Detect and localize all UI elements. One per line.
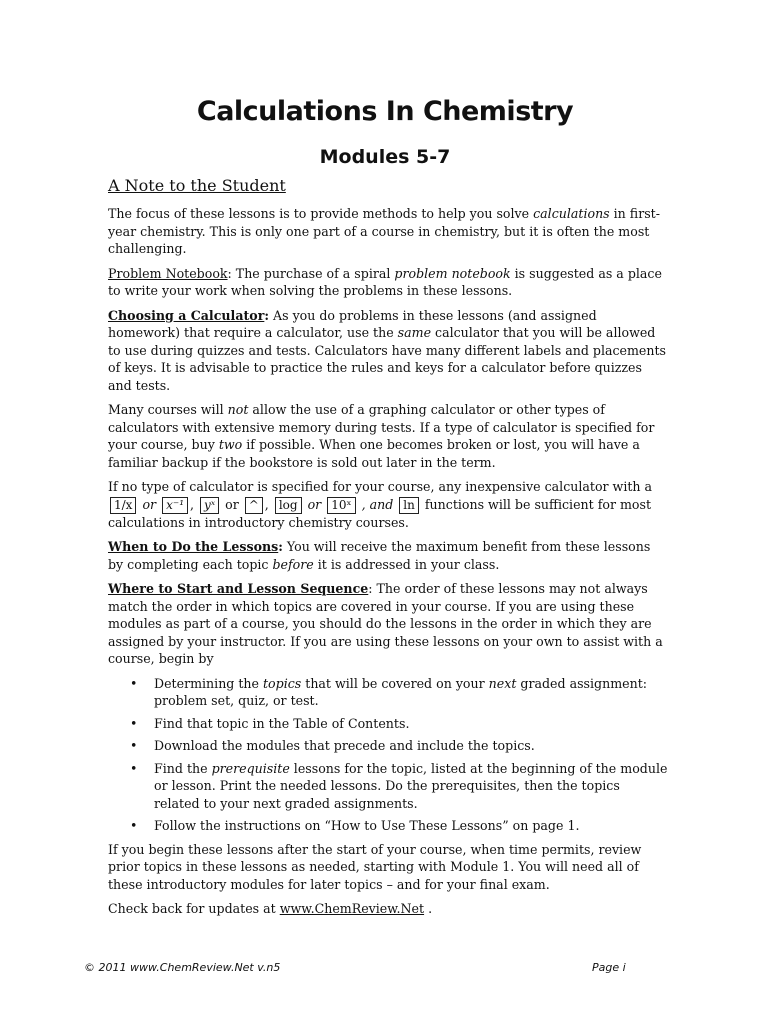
key-log: log xyxy=(275,497,302,514)
key-x-inverse: x⁻¹ xyxy=(162,497,188,514)
paragraph-graphing-calculators: Many courses will not allow the use of a graphing calculator or other types of calculators with extensive memory during tests. If a type of calculator is specified for your course, buy two if possible. When one becomes broken or lost, you will have a familiar backup if the bookstore is sold out later in the term. xyxy=(108,402,655,470)
document-subtitle: Modules 5-7 xyxy=(319,146,451,168)
document-body xyxy=(108,176,668,925)
paragraph-review: If you begin these lessons after the start of your course, when time permits, review prior topics in these lessons as needed, starting with Module 1. You will need all of these introductory modules for later topics – and for your final exam. xyxy=(108,841,642,892)
paragraph-focus: The focus of these lessons is to provide methods to help you solve calculations in first-year chemistry. This is only one part of a course in chemistry, but it is often the most challenging. xyxy=(108,206,661,256)
section-heading: A Note to the Student xyxy=(108,176,286,195)
choosing-calculator-label: Choosing a Calculator xyxy=(108,307,265,323)
lesson-sequence-label: Where to Start and Lesson Sequence xyxy=(108,581,369,596)
bullet-icon: • xyxy=(130,715,138,731)
document-title: Calculations In Chemistry xyxy=(196,96,574,127)
footer-page-number: Page i xyxy=(592,961,626,974)
paragraph-choosing-calculator: Choosing a Calculator: As you do problems in these lessons (and assigned homework) that require a calculator, use the same calculator that you will be allowed to use during quizzes and tests. Calculators have many different labels and placements of keys. It is advisable to practice the rules and keys for a calculator before quizzes and tests. xyxy=(108,307,667,393)
steps-list xyxy=(108,675,668,835)
list-item: • Determining the topics that will be covered on your next graded assignment: problem set, quiz, or test. xyxy=(130,675,648,708)
bullet-icon: • xyxy=(130,738,138,753)
footer-copyright: © 2011 www.ChemReview.Net v.n5 xyxy=(84,961,281,974)
key-reciprocal: 1/x xyxy=(110,497,136,514)
problem-notebook-label: Problem Notebook xyxy=(108,265,228,281)
paragraph-updates: Check back for updates at www.ChemReview.Net . xyxy=(108,901,433,916)
key-y-power-x: yˣ xyxy=(200,497,219,514)
chemreview-link[interactable]: www.ChemReview.Net xyxy=(279,901,425,916)
when-to-do-label: When to Do the Lessons xyxy=(108,539,279,554)
list-item: • Find that topic in the Table of Contents. xyxy=(130,715,410,731)
key-caret: ^ xyxy=(245,497,263,514)
paragraph-when-to-do: When to Do the Lessons: You will receive the maximum benefit from these lessons by completing each topic before it is addressed in your class. xyxy=(108,539,651,572)
paragraph-problem-notebook: Problem Notebook: The purchase of a spiral problem notebook is suggested as a place to write your work when solving the problems in these lessons. xyxy=(108,265,662,298)
list-item: • Find the prerequisite lessons for the topic, listed at the beginning of the module or lesson. Print the needed lessons. Do the prerequisites, then the topics related to your next graded assignments. xyxy=(130,760,668,811)
paragraph-lesson-sequence: Where to Start and Lesson Sequence: The order of these lessons may not always match the order in which topics are covered in your course. If you are using these modules as part of a course, you should do the lessons in the order in which they are assigned by your instructor. If you are using these lessons on your own to assist with a course, begin by xyxy=(108,581,663,666)
bullet-icon: • xyxy=(130,818,138,833)
paragraph-calculator-keys: If no type of calculator is specified for your course, any inexpensive calculator with a 1/x or x⁻¹ , yˣ or ^ , log or 10ˣ , and ln functions will be sufficient for most calculations in introductory chemistry courses. xyxy=(108,479,653,530)
key-ln: ln xyxy=(399,497,419,514)
list-item: • Download the modules that precede and include the topics. xyxy=(130,738,535,753)
list-item: • Follow the instructions on “How to Use These Lessons” on page 1. xyxy=(130,818,580,833)
bullet-icon: • xyxy=(130,760,138,776)
bullet-icon: • xyxy=(130,675,138,691)
key-ten-power-x: 10ˣ xyxy=(327,497,355,514)
